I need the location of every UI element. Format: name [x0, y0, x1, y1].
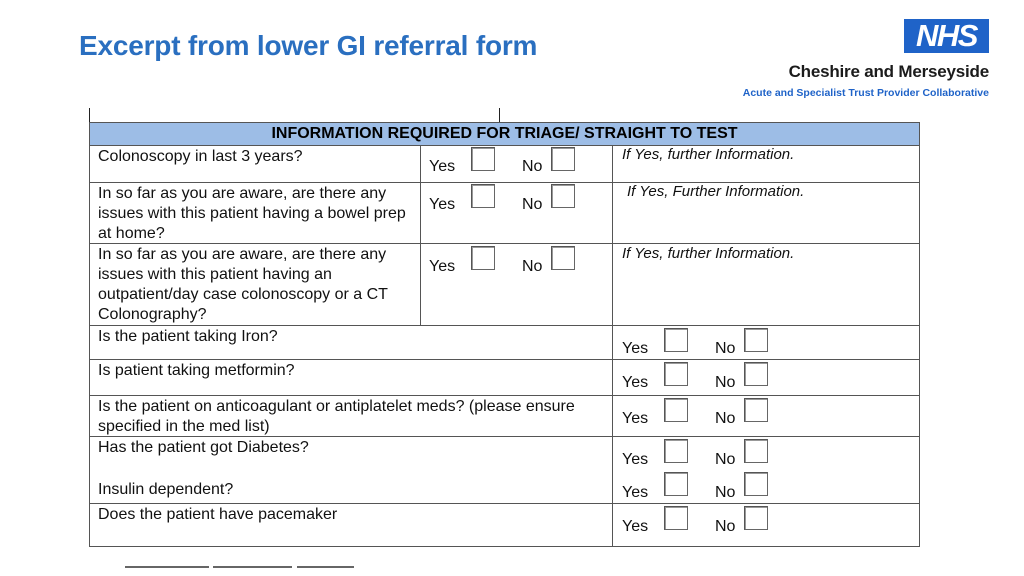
no-checkbox[interactable] [551, 184, 575, 208]
no-checkbox[interactable] [744, 398, 768, 422]
table-bottom-border [89, 546, 920, 547]
no-checkbox[interactable] [744, 439, 768, 463]
yes-checkbox[interactable] [664, 362, 688, 386]
column-divider [420, 146, 421, 326]
no-checkbox[interactable] [744, 472, 768, 496]
no-checkbox[interactable] [551, 246, 575, 270]
no-checkbox[interactable] [744, 362, 768, 386]
yes-checkbox[interactable] [664, 439, 688, 463]
yes-label: Yes [622, 484, 649, 501]
form-header: INFORMATION REQUIRED FOR TRIAGE/ STRAIGHT TO TEST [89, 122, 920, 146]
yes-checkbox[interactable] [664, 328, 688, 352]
page-title: Excerpt from lower GI referral form [79, 30, 538, 61]
further-info-label: If Yes, Further Information. [627, 183, 805, 200]
question-outpatient-colonoscopy: In so far as you are aware, are there any issues with this patient having an outpatient/day case colonoscopy or a CT Colonography? [98, 246, 388, 323]
no-label: No [715, 410, 736, 427]
yes-label: Yes [622, 340, 649, 357]
table-top-stub-mid [499, 108, 500, 122]
yes-label: Yes [429, 196, 456, 213]
yes-checkbox[interactable] [471, 184, 495, 208]
table-right-border [919, 146, 920, 547]
yes-label: Yes [622, 410, 649, 427]
no-checkbox[interactable] [744, 328, 768, 352]
bottom-fragment-line [297, 566, 354, 568]
question-diabetes: Has the patient got Diabetes? [98, 439, 309, 456]
yes-label: Yes [622, 451, 649, 468]
question-insulin: Insulin dependent? [98, 481, 234, 498]
bottom-fragment-line [125, 566, 209, 568]
no-label: No [715, 518, 736, 535]
yes-label: Yes [622, 518, 649, 535]
org-subtitle: Acute and Specialist Trust Provider Collaborative [742, 87, 989, 99]
no-label: No [715, 374, 736, 391]
question-anticoagulant: Is the patient on anticoagulant or antiplatelet meds? (please ensure specified in the med list) [98, 398, 575, 435]
no-label: No [522, 258, 543, 275]
no-checkbox[interactable] [744, 506, 768, 530]
question-metformin: Is patient taking metformin? [98, 362, 295, 379]
yes-label: Yes [429, 258, 456, 275]
column-divider [612, 146, 613, 547]
no-label: No [715, 340, 736, 357]
yes-checkbox[interactable] [664, 398, 688, 422]
yes-label: Yes [622, 374, 649, 391]
question-colonoscopy: Colonoscopy in last 3 years? [98, 148, 303, 165]
table-top-stub-left [89, 108, 90, 122]
yes-checkbox[interactable] [471, 147, 495, 171]
no-checkbox[interactable] [551, 147, 575, 171]
question-pacemaker: Does the patient have pacemaker [98, 506, 338, 523]
further-info-label: If Yes, further Information. [622, 245, 795, 262]
org-name: Cheshire and Merseyside [788, 62, 989, 81]
no-label: No [715, 451, 736, 468]
question-bowel-prep: In so far as you are aware, are there any issues with this patient having a bowel prep at home? [98, 185, 406, 242]
further-info-label: If Yes, further Information. [622, 146, 795, 163]
yes-checkbox[interactable] [664, 506, 688, 530]
no-label: No [522, 158, 543, 175]
yes-checkbox[interactable] [471, 246, 495, 270]
bottom-fragment-line [213, 566, 292, 568]
yes-checkbox[interactable] [664, 472, 688, 496]
nhs-logo: NHS [904, 19, 989, 53]
no-label: No [522, 196, 543, 213]
no-label: No [715, 484, 736, 501]
question-iron: Is the patient taking Iron? [98, 328, 278, 345]
yes-label: Yes [429, 158, 456, 175]
